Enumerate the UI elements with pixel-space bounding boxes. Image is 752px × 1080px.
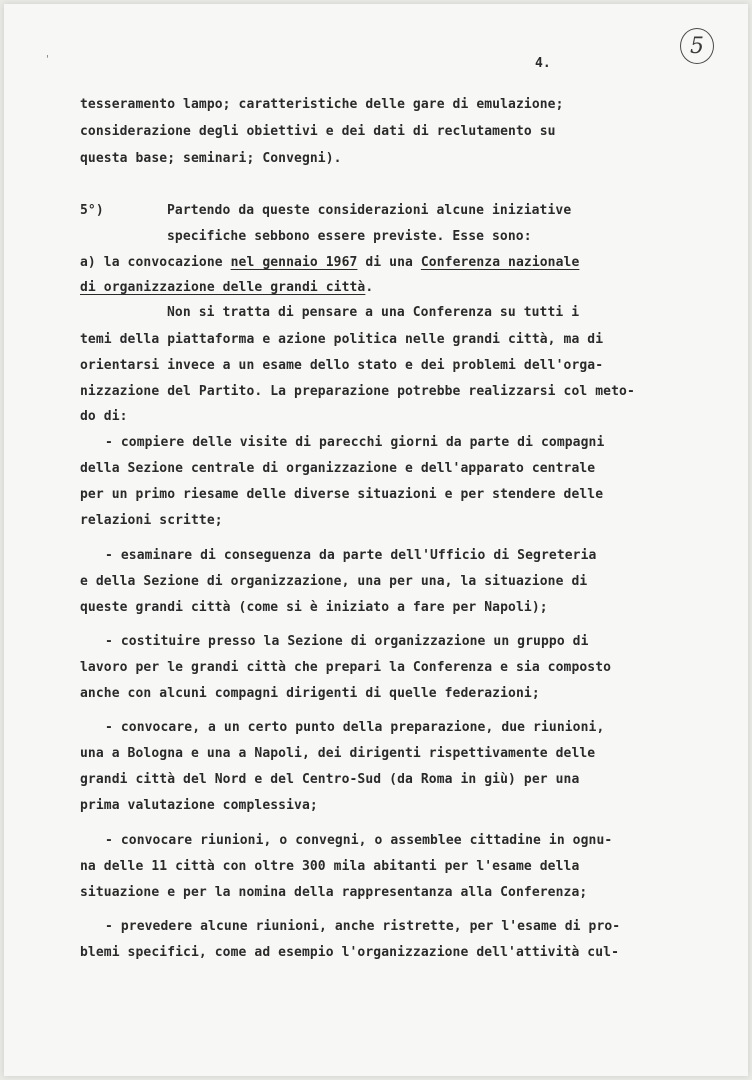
list-item: - convocare, a un certo punto della preparazione, due riunioni,: [105, 720, 605, 735]
text-line: grandi città del Nord e del Centro-Sud (da Roma in giù) per una: [80, 772, 580, 787]
circled-page-stamp: 5: [680, 28, 714, 64]
text-line: una a Bologna e una a Napoli, dei dirigenti rispettivamente delle: [80, 746, 596, 761]
list-item: - prevedere alcune riunioni, anche ristrette, per l'esame di pro-: [105, 919, 621, 934]
text-line: orientarsi invece a un esame dello stato e dei problemi dell'orga-: [80, 358, 604, 373]
text-line: questa base; seminari; Convegni).: [80, 151, 342, 166]
text-line: anche con alcuni compagni dirigenti di quelle federazioni;: [80, 686, 540, 701]
text-line: Non si tratta di pensare a una Conferenza su tutti i: [167, 305, 580, 320]
text-line: considerazione degli obiettivi e dei dati di reclutamento su: [80, 124, 556, 139]
margin-mark: ': [46, 54, 49, 65]
text-line: queste grandi città (come si è iniziato a fare per Napoli);: [80, 600, 548, 615]
text-line: situazione e per la nomina della rappresentanza alla Conferenza;: [80, 885, 588, 900]
text-line: Partendo da queste considerazioni alcune iniziative: [167, 203, 572, 218]
text-segment: a) la convocazione: [80, 255, 231, 270]
list-item: - compiere delle visite di parecchi giorni da parte di compagni: [105, 435, 605, 450]
text-line: nizzazione del Partito. La preparazione potrebbe realizzarsi col meto-: [80, 384, 635, 399]
text-segment: .: [365, 280, 374, 295]
text-line: na delle 11 città con oltre 300 mila abitanti per l'esame della: [80, 859, 580, 874]
text-line-underlined: [80, 280, 373, 296]
text-segment: di una: [357, 255, 421, 270]
list-item: - esaminare di conseguenza da parte dell'Ufficio di Segreteria: [105, 548, 597, 563]
underlined-conference-title-continued: di organizzazione delle grandi città: [80, 280, 366, 295]
text-line: do di:: [80, 409, 128, 424]
underlined-date: nel gennaio 1967: [230, 255, 358, 270]
text-line: prima valutazione complessiva;: [80, 798, 318, 813]
text-line-underlined: [80, 255, 579, 271]
text-line: blemi specifici, come ad esempio l'organizzazione dell'attività cul-: [80, 945, 620, 960]
text-line: temi della piattaforma e azione politica nelle grandi città, ma di: [80, 332, 604, 347]
document-page: [4, 4, 748, 1076]
text-line: della Sezione centrale di organizzazione e dell'apparato centrale: [80, 461, 596, 476]
page-number: 4.: [535, 56, 551, 71]
section-number: 5°): [80, 203, 104, 218]
text-line: e della Sezione di organizzazione, una per una, la situazione di: [80, 574, 588, 589]
text-line: relazioni scritte;: [80, 513, 223, 528]
list-item: - costituire presso la Sezione di organizzazione un gruppo di: [105, 634, 589, 649]
text-line: lavoro per le grandi città che prepari la Conferenza e sia composto: [80, 660, 612, 675]
underlined-conference-title: Conferenza nazionale: [420, 255, 580, 270]
text-line: specifiche sebbono essere previste. Esse sono:: [167, 229, 532, 244]
text-line: per un primo riesame delle diverse situazioni e per stendere delle: [80, 487, 604, 502]
text-line: tesseramento lampo; caratteristiche delle gare di emulazione;: [80, 97, 564, 112]
list-item: - convocare riunioni, o convegni, o assemblee cittadine in ognu-: [105, 833, 613, 848]
